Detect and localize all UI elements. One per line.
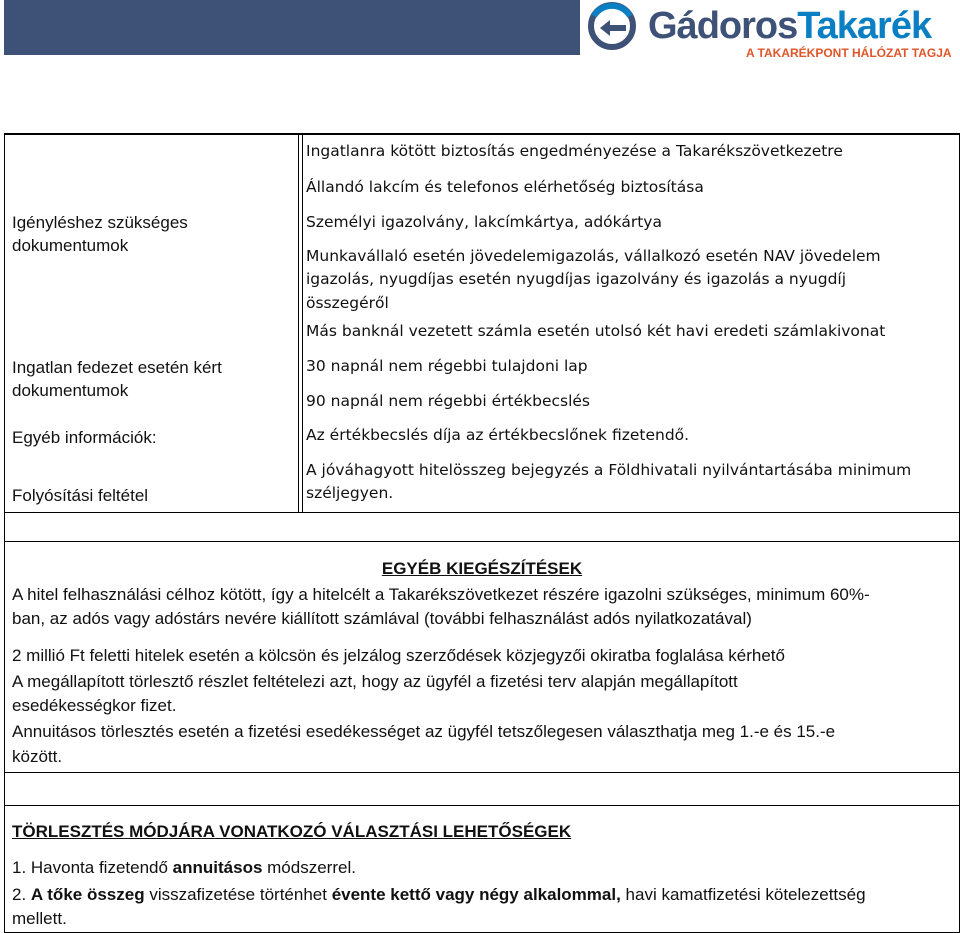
option-2: 2. A tőke összeg visszafizetése történhet évente kettő vagy négy alkalommal, havi kamatfizetési kötelezettség xyxy=(12,885,866,904)
option-2-continued: mellett. xyxy=(12,909,67,928)
label-property-docs: Ingatlan fedezet esetén kért dokumentumok xyxy=(12,358,222,400)
table-row: Ingatlanra kötött biztosítás engedményezése a Takarékszövetkezetre xyxy=(306,142,843,160)
table-row: 90 napnál nem régebbi értékbecslés xyxy=(306,392,590,410)
table-divider xyxy=(302,133,303,513)
table-row: Állandó lakcím és telefonos elérhetőség biztosítása xyxy=(306,178,704,196)
table-row: igazolás, nyugdíjas esetén nyugdíjas igazolvány és igazolás a nyugdíj xyxy=(306,270,847,288)
table-row: Más banknál vezetett számla esetén utolsó két havi eredeti számlakivonat xyxy=(306,322,886,340)
table-row: 30 napnál nem régebbi tulajdoni lap xyxy=(306,357,588,375)
table-row: összegéről xyxy=(306,294,389,312)
brand-tagline: A TAKARÉKPONT HÁLÓZAT TAGJA xyxy=(746,46,952,60)
logo-icon xyxy=(584,2,644,50)
brand-logo-text: GádorosTakarék xyxy=(648,5,932,47)
egyeb-line: A megállapított törlesztő részlet feltételezi azt, hogy az ügyfél a fizetési terv alapján megállapított xyxy=(12,672,738,691)
egyeb-line: között. xyxy=(12,747,63,766)
header-bar xyxy=(4,0,580,55)
table-row: Az értékbecslés díja az értékbecslőnek fizetendő. xyxy=(306,426,690,444)
header xyxy=(0,0,960,60)
egyeb-line: 2 millió Ft feletti hitelek esetén a kölcsön és jelzálog szerződések közjegyzői okiratba foglalása kérhető xyxy=(12,646,785,665)
label-disbursement: Folyósítási feltétel xyxy=(12,486,149,505)
table-row: A jóváhagyott hitelösszeg bejegyzés a Földhivatali nyilvántartásába minimum xyxy=(306,461,912,479)
table-row: Személyi igazolvány, lakcímkártya, adókártya xyxy=(306,213,662,231)
spacer-row xyxy=(4,772,960,806)
egyeb-line: esedékességkor fizet. xyxy=(12,696,177,715)
egyeb-line: Annuitásos törlesztés esetén a fizetési esedékességet az ügyfél tetszőlegesen választhatja meg 1.-e és 15.-e xyxy=(12,722,836,741)
egyeb-line: ban, az adós vagy adóstárs nevére kiállított számlával (további felhasználást adós nyilatkozatával) xyxy=(12,609,752,628)
table-row: Munkavállaló esetén jövedelemigazolás, vállalkozó esetén NAV jövedelem xyxy=(306,247,881,265)
egyeb-line: A hitel felhasználási célhoz kötött, így a hitelcélt a Takarékszövetkezet részére igazolni szükséges, minimum 60%- xyxy=(12,585,870,604)
table-row: széljegyen. xyxy=(306,484,394,502)
spacer-row xyxy=(4,512,960,542)
egyeb-title: EGYÉB KIEGÉSZÍTÉSEK xyxy=(381,559,583,578)
label-required-docs: Igényléshez szükséges dokumentumok xyxy=(12,213,188,255)
table-divider xyxy=(298,133,299,513)
torlesztes-title: TÖRLESZTÉS MÓDJÁRA VONATKOZÓ VÁLASZTÁSI LEHETŐSÉGEK xyxy=(12,822,572,841)
label-other-info: Egyéb információk: xyxy=(12,428,157,447)
option-1: 1. Havonta fizetendő annuitásos módszerrel. xyxy=(12,858,356,877)
